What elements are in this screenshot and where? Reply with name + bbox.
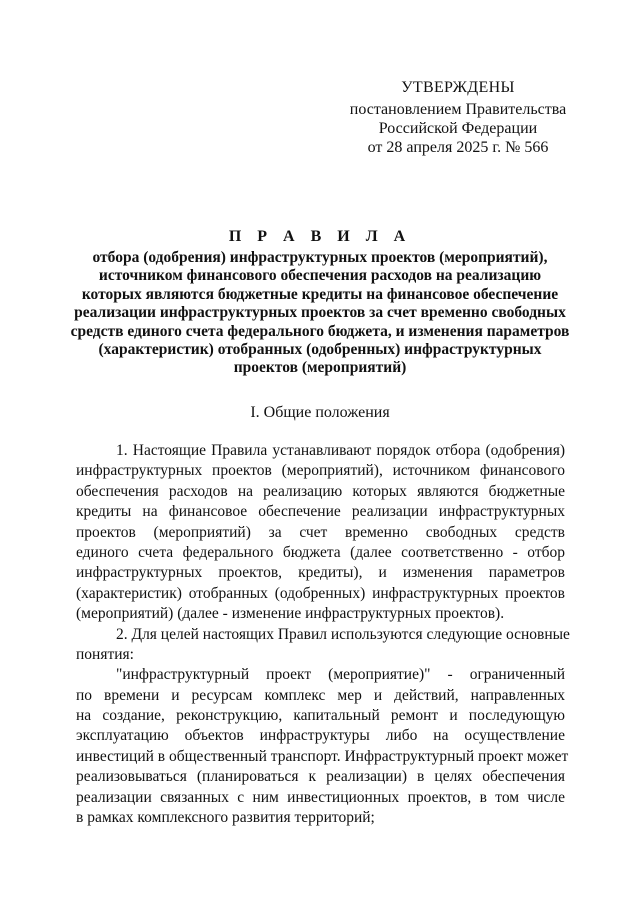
paragraph-1-line: 1. Настоящие Правила устанавливают порядок отбора (одобрения) xyxy=(116,442,565,459)
paragraph-1-line: инфраструктурных проектов (мероприятий), источником финансового xyxy=(76,462,565,480)
document-body xyxy=(76,441,570,828)
approval-stamp: УТВЕРЖДЕНЫ xyxy=(401,79,515,96)
definition-line: "инфраструктурный проект (мероприятие)" - ограниченный xyxy=(116,666,565,684)
definition-line: реализации связанных с ним инвестиционных проектов, в том числе xyxy=(76,788,565,806)
paragraph-1-line: проектов (мероприятий) за счет временно свободных средств xyxy=(76,523,565,541)
definition-line: реализовываться (планироваться к реализации) в целях обеспечения xyxy=(76,768,565,786)
approval-line: Российской Федерации xyxy=(378,120,538,137)
definition-line: по времени и ресурсам комплекс мер и действий, направленных xyxy=(76,686,565,704)
paragraph-1-line: кредиты на финансовое обеспечение реализации инфраструктурных xyxy=(76,503,565,521)
approval-line: от 28 апреля 2025 г. № 566 xyxy=(367,139,549,156)
subtitle-line: проектов (мероприятий) xyxy=(233,359,407,377)
definition-line: на создание, реконструкцию, капитальный ремонт и последующую xyxy=(76,707,565,725)
document-title: П Р А В И Л А xyxy=(228,228,412,245)
paragraph-1-line: (характеристик) отобранных (одобренных) инфраструктурных проектов xyxy=(76,584,565,602)
paragraph-1-line: (мероприятий) (далее - изменение инфраструктурных проектов). xyxy=(76,605,505,623)
definition-line: в рамках комплексного развития территорий; xyxy=(76,809,375,827)
paragraph-1-line: обеспечения расходов на реализацию которых являются бюджетные xyxy=(76,482,565,500)
paragraph-2-line: понятия: xyxy=(76,645,134,663)
paragraph-1-line: инфраструктурных проектов, кредиты), и изменения параметров xyxy=(76,564,565,582)
subtitle-line: источником финансового обеспечения расходов на реализацию xyxy=(98,267,542,285)
definition-line: эксплуатацию объектов инфраструктуры либо на осуществление xyxy=(76,727,565,745)
subtitle-line: (характеристик) отобранных (одобренных) инфраструктурных xyxy=(98,341,542,359)
subtitle-line: средств единого счета федерального бюджета, и изменения параметров xyxy=(70,322,570,340)
subtitle-line: отбора (одобрения) инфраструктурных проектов (мероприятий), xyxy=(92,249,548,266)
paragraph-2-line: 2. Для целей настоящих Правил используются следующие основные xyxy=(116,625,570,643)
subtitle-line: которых являются бюджетные кредиты на финансовое обеспечение xyxy=(81,285,559,303)
definition-line: инвестиций в общественный транспорт. Инфраструктурный проект может xyxy=(76,747,569,765)
subtitle-line: реализации инфраструктурных проектов за счет временно свободных xyxy=(74,304,566,322)
document-subtitle xyxy=(60,249,580,378)
paragraph-1-line: единого счета федерального бюджета (далее соответственно - отбор xyxy=(76,543,565,561)
approval-block xyxy=(338,78,578,157)
approval-line: постановлением Правительства xyxy=(349,101,567,118)
section-heading: I. Общие положения xyxy=(250,404,390,421)
